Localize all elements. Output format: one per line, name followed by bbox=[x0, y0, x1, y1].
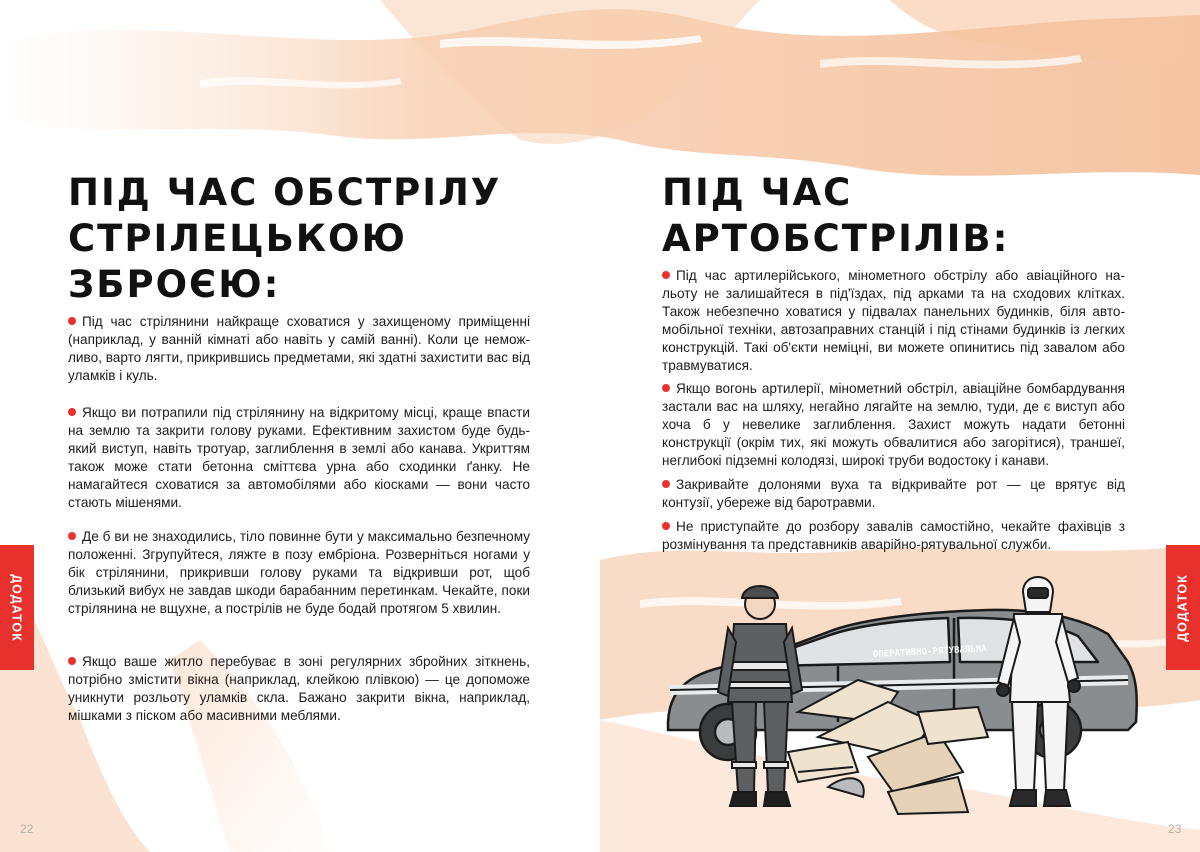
right-paragraph-4 bbox=[662, 518, 1125, 554]
right-paragraph-2-text: Якщо вогонь артилерії, мінометний обстріл, авіаційне бомбардування застали вас на шляху, негайно лягайте на землю, туди, де є виступ або хоча б у невелике заглиблення. Захист можуть надати бетонні конструкції (окрім тих, які можуть обвалитися або загорітися), траншеї, неглибокі підземні колодязі, широкі труби водостоку і канави. bbox=[662, 381, 1125, 468]
right-paragraph-1-text: Під час артилерійського, мінометного обстрілу або авіаційного нальоту не залишайтеся в під'їздах, під арками та на сходових клітках. Також небезпечно ховатися у підвалах панельних будинків, біля автомобільної техніки, автозаправних станцій і під стінами будинків із легких конструкцій. Такі об'єкти неміцні, ви можете опинитись під завалом або травмуватися. bbox=[662, 268, 1125, 373]
page-number-left: 22 bbox=[20, 822, 34, 836]
vehicle-label: ОПЕРАТИВНО-РЯТУВАЛЬНА bbox=[872, 644, 987, 661]
right-paragraph-1 bbox=[662, 267, 1125, 375]
bullet-dot-icon bbox=[662, 522, 670, 530]
right-paragraph-3 bbox=[662, 476, 1125, 512]
side-tab-right bbox=[1166, 545, 1200, 670]
left-paragraph-4 bbox=[68, 653, 530, 725]
left-paragraph-1-text: Під час стрілянини найкраще сховатися у захищеному приміщенні (наприклад, у ванній кімнаті або навіть у самій ванні). Коли це неможливо, варто лягти, прикрившись предметами, які здатні захистити вас від уламків і куль. bbox=[68, 314, 530, 383]
right-paragraph-3-text: Закривайте долонями вуха та відкривайте рот — це врятує від контузії, убереже від баротравми. bbox=[662, 477, 1125, 510]
right-heading: ПІД ЧАС АРТОБСТРІЛІВ: bbox=[662, 171, 1010, 260]
side-tab-label: ДОДАТОК bbox=[10, 573, 25, 642]
right-paragraph-2 bbox=[662, 380, 1125, 470]
left-paragraph-2 bbox=[68, 404, 530, 512]
right-paragraph-4-text: Не приступайте до розбору завалів самостійно, чекайте фахівців з розмінування та представників аварійно-рятувальної служби. bbox=[662, 519, 1125, 552]
left-paragraph-4-text: Якщо ваше житло перебуває в зоні регулярних збройних зіткнень, потрібно змістити вікна (наприклад, клейкою плівкою) — це допоможе уникнути розльоту уламків скла. Бажано закрити вікна, наприклад, мішками з піском або масивними меблями. bbox=[68, 654, 530, 723]
left-paragraph-2-text: Якщо ви потрапили під стрілянину на відкритому місці, краще впасти на землю та закрити голову руками. Ефективним захистом буде будь-який виступ, навіть тротуар, заглиблення в землі або канава. Укриттям також може стати бетонна сміттєва урна або сходинки ґанку. Не намагайтеся сховатися за автомобілями або кіосками — вони часто стають мішенями. bbox=[68, 405, 530, 510]
bullet-dot-icon bbox=[662, 271, 670, 279]
bullet-dot-icon bbox=[68, 408, 76, 416]
page-number-right: 23 bbox=[1168, 822, 1182, 836]
left-heading: ПІД ЧАС ОБСТРІЛУ СТРІЛЕЦЬКОЮ ЗБРОЄЮ: bbox=[68, 171, 502, 306]
left-paragraph-1 bbox=[68, 313, 530, 385]
side-tab-label: ДОДАТОК bbox=[1176, 573, 1191, 642]
rescue-scene-illustration bbox=[658, 562, 1158, 817]
left-paragraph-3-text: Де б ви не знаходились, тіло повинне бути у максимально безпечному положенні. Згрупуйтеся, ляжте в позу ембріона. Розверніться ногами у бік стрілянини, прикривши голову руками та відкривши рот, щоб близький вибух не завдав шкоди барабанним перетинкам. Чекайте, поки стрілянина не вщухне, а пострілів не буде бодай протягом 5 хвилин. bbox=[68, 529, 530, 616]
bullet-dot-icon bbox=[68, 532, 76, 540]
bullet-dot-icon bbox=[68, 317, 76, 325]
firefighter-figure bbox=[718, 586, 802, 806]
side-tab-left bbox=[0, 545, 34, 670]
left-paragraph-3 bbox=[68, 528, 530, 618]
bullet-dot-icon bbox=[662, 384, 670, 392]
bullet-dot-icon bbox=[68, 657, 76, 665]
bullet-dot-icon bbox=[662, 480, 670, 488]
right-page bbox=[600, 0, 1200, 852]
